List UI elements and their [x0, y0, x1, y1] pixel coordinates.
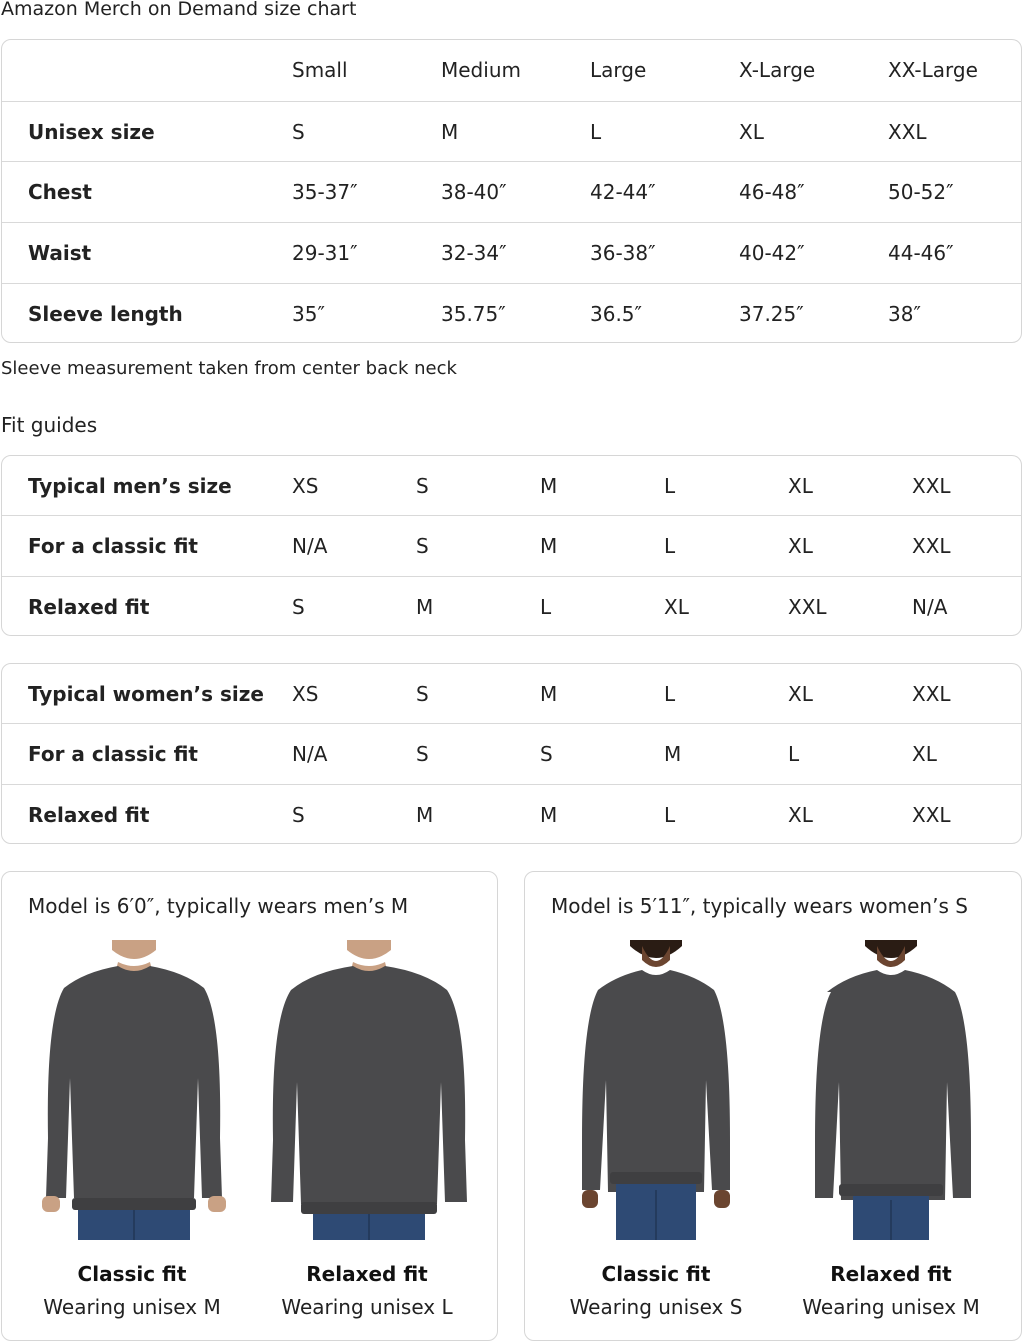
table-cell: L [664, 474, 676, 498]
mens-row-classic [2, 515, 1021, 575]
table-cell: 35-37″ [292, 180, 358, 204]
wearing-label: Wearing unisex M [802, 1295, 980, 1319]
table-cell: XXL [888, 120, 927, 144]
size-chart-header-row [2, 40, 1021, 100]
row-label: Unisex size [28, 120, 155, 144]
womens-row-typical [2, 664, 1021, 724]
wearing-label: Wearing unisex M [43, 1295, 221, 1319]
man-relaxed-fit-image [269, 940, 469, 1240]
column-header: XX-Large [888, 58, 978, 82]
table-cell: S [416, 682, 429, 706]
table-cell: 35″ [292, 302, 325, 326]
chart-title: Amazon Merch on Demand size chart [1, 0, 357, 20]
column-header: Small [292, 58, 348, 82]
mens-row-relaxed [2, 576, 1021, 636]
table-cell: M [540, 803, 558, 827]
table-cell: M [441, 120, 459, 144]
woman-relaxed-fit-image [791, 940, 991, 1240]
womens-model-card [524, 871, 1022, 1341]
table-cell: XXL [912, 534, 951, 558]
row-label: Chest [28, 180, 92, 204]
column-header: Large [590, 58, 647, 82]
mens-model-title: Model is 6′0″, typically wears men’s M [28, 894, 409, 918]
table-cell: XL [912, 742, 937, 766]
table-cell: 29-31″ [292, 241, 358, 265]
table-cell: XL [739, 120, 764, 144]
table-cell: S [416, 534, 429, 558]
table-cell: 32-34″ [441, 241, 507, 265]
table-cell: S [416, 742, 429, 766]
table-cell: XXL [912, 682, 951, 706]
table-cell: XXL [912, 803, 951, 827]
table-cell: 42-44″ [590, 180, 656, 204]
table-cell: S [416, 474, 429, 498]
mens-model-card [1, 871, 498, 1341]
table-cell: XXL [788, 595, 827, 619]
womens-fit-guide-table [1, 663, 1022, 844]
table-cell: L [590, 120, 602, 144]
fit-label: Classic fit [601, 1262, 711, 1286]
table-cell: 38-40″ [441, 180, 507, 204]
table-cell: 40-42″ [739, 241, 805, 265]
table-cell: XS [292, 682, 319, 706]
table-cell: S [540, 742, 553, 766]
row-label: Waist [28, 241, 92, 265]
womens-model-title: Model is 5′11″, typically wears women’s S [551, 894, 968, 918]
mens-row-typical [2, 456, 1021, 516]
table-cell: N/A [912, 595, 948, 619]
table-cell: 50-52″ [888, 180, 954, 204]
fit-label: Classic fit [77, 1262, 187, 1286]
mens-fit-guide-table [1, 455, 1022, 636]
column-header: X-Large [739, 58, 816, 82]
table-cell: M [540, 474, 558, 498]
table-cell: M [664, 742, 682, 766]
table-cell: XL [664, 595, 689, 619]
row-label: For a classic fit [28, 534, 198, 558]
table-cell: N/A [292, 534, 328, 558]
table-cell: M [416, 803, 434, 827]
womens-row-classic [2, 723, 1021, 783]
table-cell: 36-38″ [590, 241, 656, 265]
table-cell: 38″ [888, 302, 921, 326]
size-chart-table [1, 39, 1022, 343]
fit-guides-title: Fit guides [1, 413, 98, 437]
size-chart-row-unisex [2, 101, 1021, 161]
table-cell: XL [788, 803, 813, 827]
table-cell: M [540, 534, 558, 558]
row-label: Relaxed fit [28, 595, 150, 619]
table-cell: 35.75″ [441, 302, 506, 326]
fit-label: Relaxed fit [306, 1262, 428, 1286]
wearing-label: Wearing unisex S [569, 1295, 743, 1319]
womens-row-relaxed [2, 784, 1021, 844]
sleeve-note: Sleeve measurement taken from center back neck [1, 358, 457, 379]
row-label: Relaxed fit [28, 803, 150, 827]
table-cell: L [664, 534, 676, 558]
column-header: Medium [441, 58, 521, 82]
table-cell: XS [292, 474, 319, 498]
table-cell: 44-46″ [888, 241, 954, 265]
table-cell: L [664, 803, 676, 827]
table-cell: M [416, 595, 434, 619]
table-cell: 46-48″ [739, 180, 805, 204]
table-cell: S [292, 803, 305, 827]
woman-classic-fit-image [556, 940, 756, 1240]
table-cell: M [540, 682, 558, 706]
size-chart-row-chest [2, 161, 1021, 221]
table-cell: 36.5″ [590, 302, 643, 326]
table-cell: L [788, 742, 800, 766]
size-chart-row-waist [2, 222, 1021, 282]
row-label: For a classic fit [28, 742, 198, 766]
table-cell: XXL [912, 474, 951, 498]
table-cell: XL [788, 682, 813, 706]
table-cell: 37.25″ [739, 302, 804, 326]
table-cell: S [292, 595, 305, 619]
row-label: Typical men’s size [28, 474, 232, 498]
row-label: Typical women’s size [28, 682, 264, 706]
size-chart-row-sleeve [2, 283, 1021, 343]
man-classic-fit-image [34, 940, 234, 1240]
table-cell: N/A [292, 742, 328, 766]
table-cell: XL [788, 474, 813, 498]
table-cell: S [292, 120, 305, 144]
wearing-label: Wearing unisex L [281, 1295, 453, 1319]
row-label: Sleeve length [28, 302, 183, 326]
table-cell: XL [788, 534, 813, 558]
fit-label: Relaxed fit [830, 1262, 952, 1286]
table-cell: L [540, 595, 552, 619]
table-cell: L [664, 682, 676, 706]
